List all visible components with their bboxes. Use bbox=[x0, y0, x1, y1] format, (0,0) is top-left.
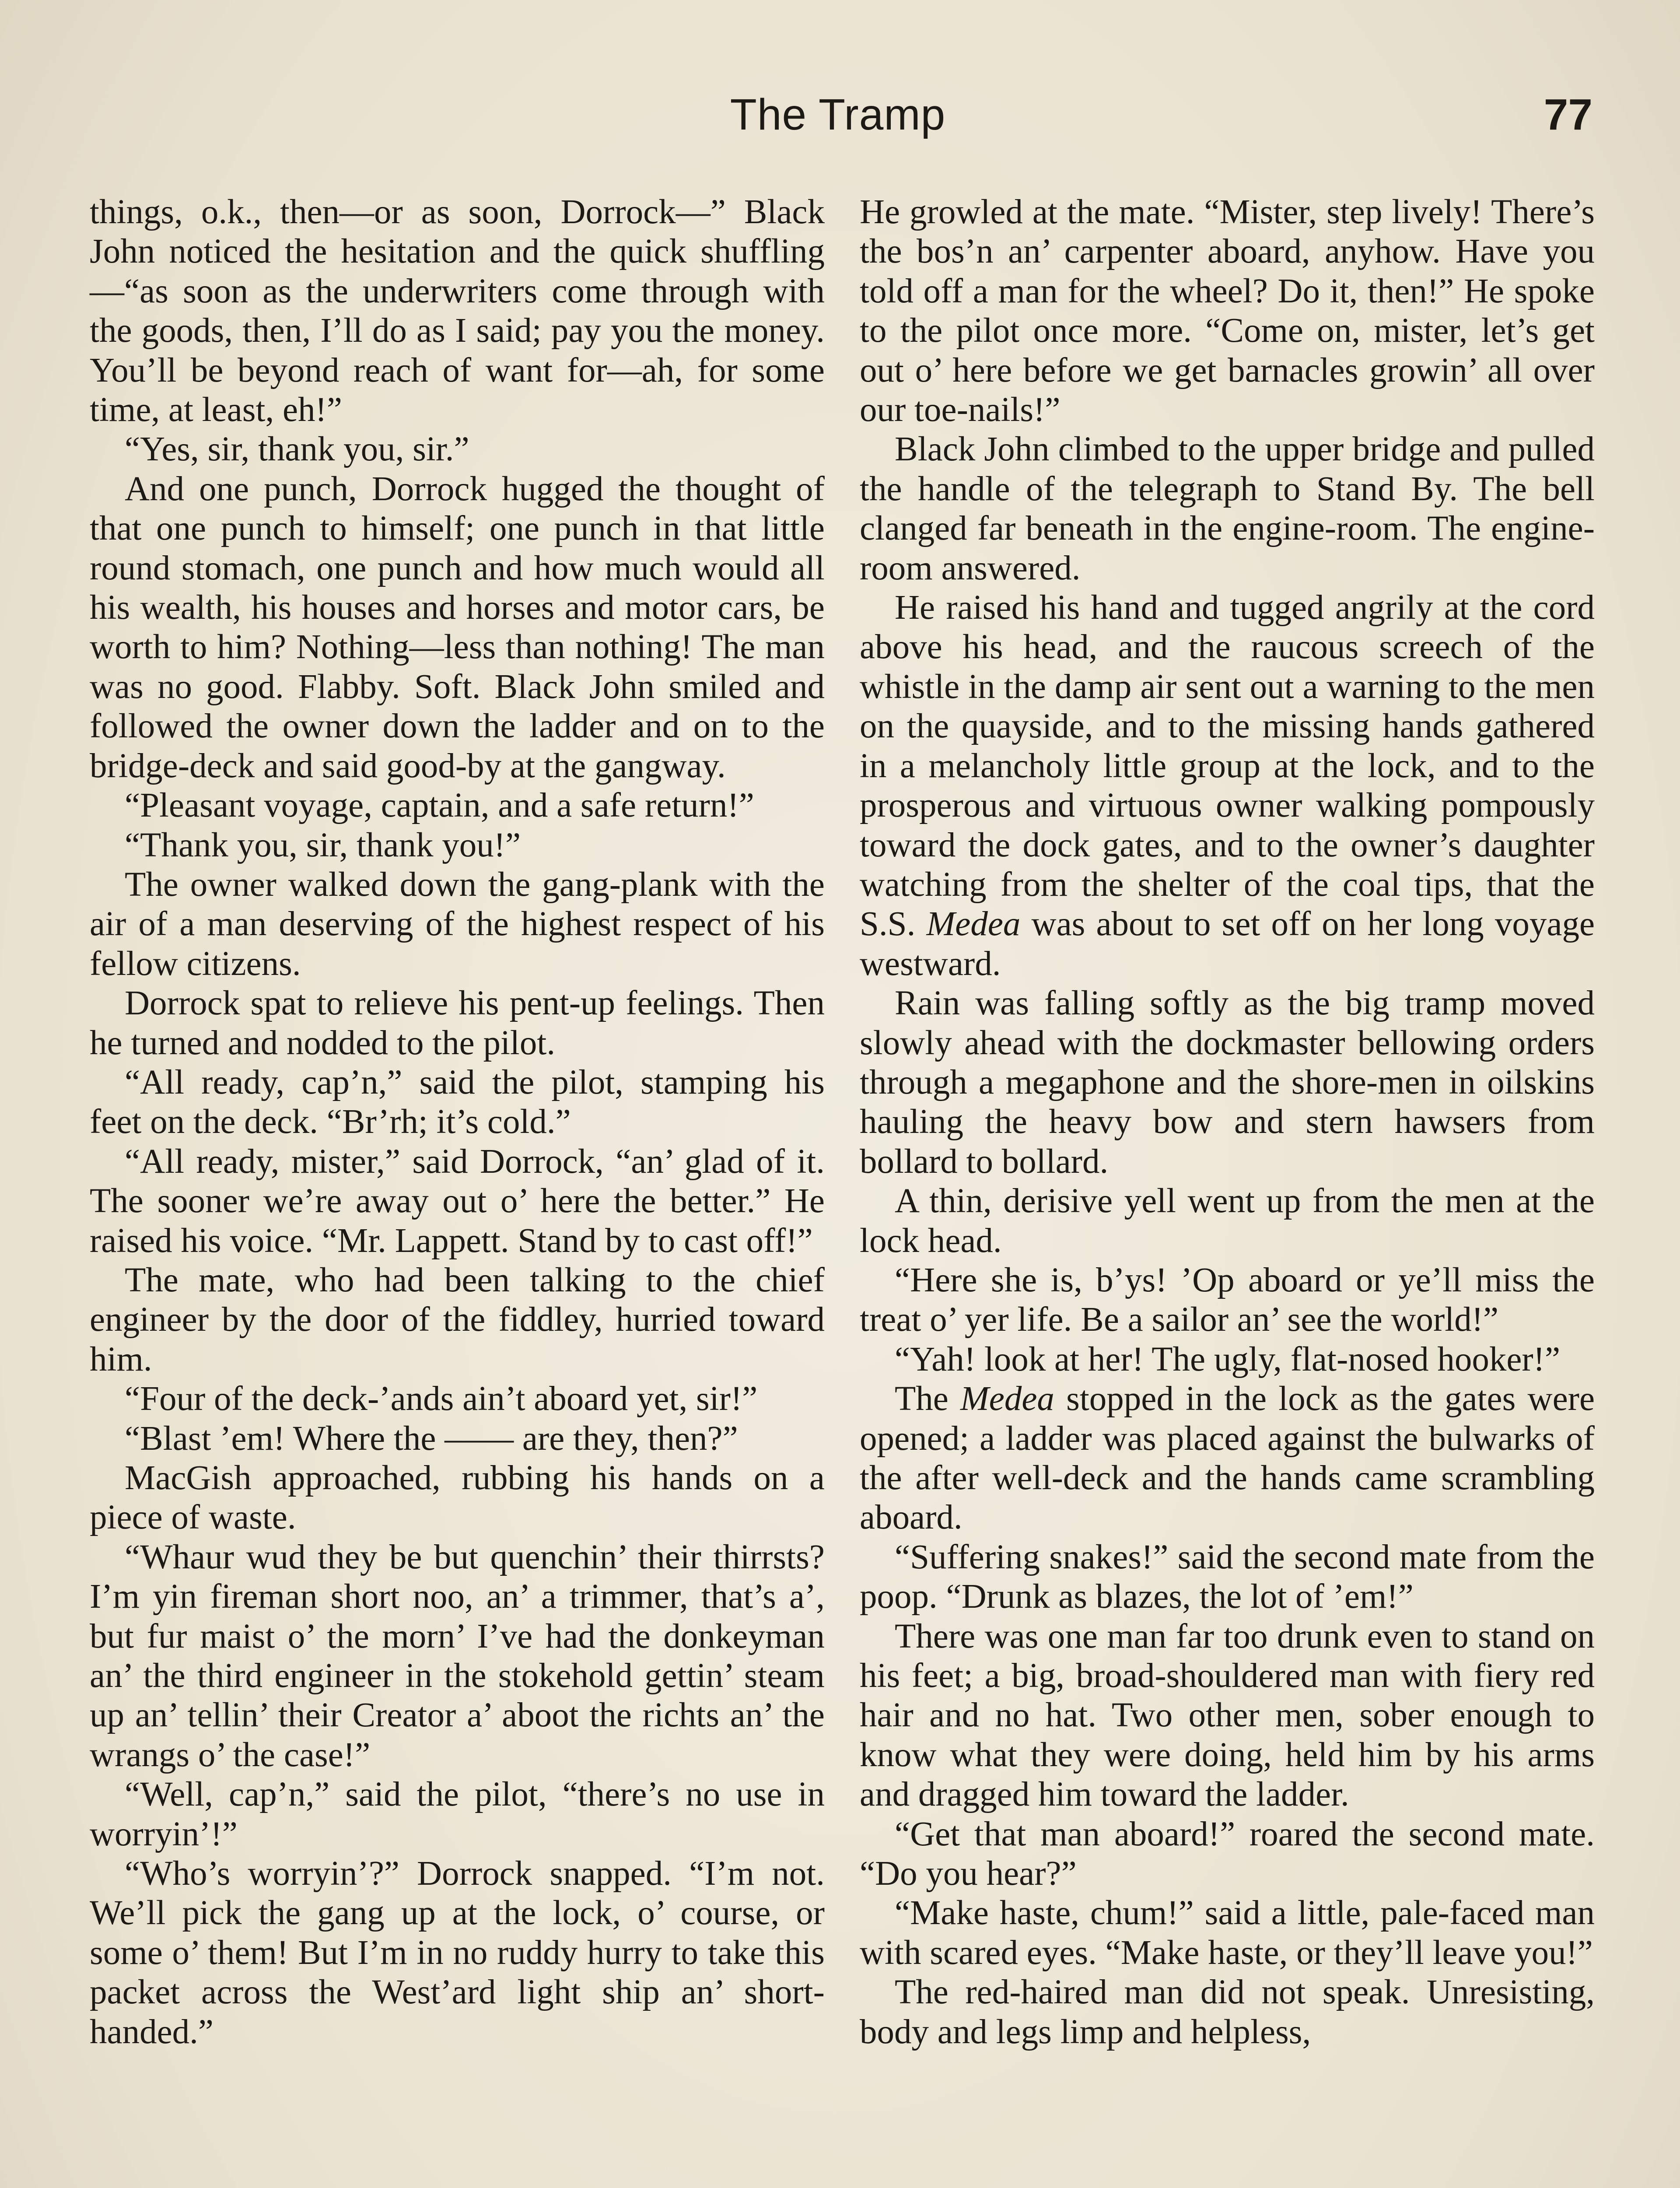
paragraph: The Medea stopped in the lock as the gates were opened; a ladder was placed against the bulwarks of the after well-deck and the hands came scrambling aboard. bbox=[860, 1380, 1595, 1537]
paragraph: “All ready, cap’n,” said the pilot, stamping his feet on the deck. “Br’rh; it’s cold.” bbox=[90, 1063, 825, 1141]
paragraph: “Get that man aboard!” roared the second mate. “Do you hear?” bbox=[860, 1815, 1595, 1893]
paragraph: “Make haste, chum!” said a little, pale-faced man with scared eyes. “Make haste, or they’ll leave you!” bbox=[860, 1894, 1595, 1972]
paragraph: Black John climbed to the upper bridge and pulled the handle of the telegraph to Stand By. The bell clanged far beneath in the engine-room. The engine-room answered. bbox=[860, 430, 1595, 587]
paragraph: The red-haired man did not speak. Unresisting, body and legs limp and helpless, bbox=[860, 1973, 1595, 2051]
paragraph: Dorrock spat to relieve his pent-up feelings. Then he turned and nodded to the pilot. bbox=[90, 984, 825, 1062]
paragraph: There was one man far too drunk even to stand on his feet; a big, broad-shouldered man with fiery red hair and no hat. Two other men, sober enough to know what they were doing, held him by his arms and dragged him toward the ladder. bbox=[860, 1617, 1595, 1814]
paragraph: “Blast ’em! Where the —— are they, then?” bbox=[125, 1419, 738, 1458]
text-column-right bbox=[860, 193, 1595, 2052]
paragraph: The owner walked down the gang-plank with the air of a man deserving of the highest respect of his fellow citizens. bbox=[90, 865, 825, 983]
paragraph: “Thank you, sir, thank you!” bbox=[125, 826, 521, 864]
paragraph: He growled at the mate. “Mister, step lively! There’s the bos’n an’ carpenter aboard, anyhow. Have you told off a man for the wheel? Do it, then!” He spoke to the pilot once more. “Come on, mister, let’s get out o’ here before we get barnacles growin’ all over our toe-nails!” bbox=[860, 193, 1595, 429]
paragraph: “Suffering snakes!” said the second mate from the poop. “Drunk as blazes, the lot of ’em!” bbox=[860, 1538, 1595, 1616]
page-title: The Tramp bbox=[730, 90, 946, 139]
paragraph: A thin, derisive yell went up from the men at the lock head. bbox=[860, 1182, 1595, 1260]
paragraph: He raised his hand and tugged angrily at the cord above his head, and the raucous screech of the whistle in the damp air sent out a warning to the men on the quayside, and to the missing hands gathered in a melancholy little group at the lock, and to the prosperous and virtuous owner walking pompously toward the dock gates, and to the owner’s daughter watching from the shelter of the coal tips, that the S.S. Medea was about to set off on her long voyage westward. bbox=[860, 589, 1595, 983]
ship-name: Medea bbox=[960, 1380, 1054, 1418]
paragraph: And one punch, Dorrock hugged the thought of that one punch to himself; one punch in that little round stomach, one punch and how much would all his wealth, his houses and horses and motor cars, be worth to him? Nothing—less than nothing! The man was no good. Flabby. Soft. Black John smiled and followed the owner down the ladder and on to the bridge-deck and said good-by at the gangway. bbox=[90, 470, 825, 785]
ship-name: Medea bbox=[926, 905, 1021, 943]
paragraph: things, o.k., then—or as soon, Dorrock—” Black John noticed the hesitation and the quick shuffling—“as soon as the underwriters come through with the goods, then, I’ll do as I said; pay you the money. You’ll be beyond reach of want for—ah, for some time, at least, eh!” bbox=[90, 193, 825, 429]
paragraph: “Here she is, b’ys! ’Op aboard or ye’ll miss the treat o’ yer life. Be a sailor an’ see the world!” bbox=[860, 1261, 1595, 1339]
running-head bbox=[83, 90, 1592, 155]
paragraph: “Yes, sir, thank you, sir.” bbox=[125, 430, 469, 469]
page-number: 77 bbox=[1544, 90, 1592, 139]
paragraph: “Who’s worryin’?” Dorrock snapped. “I’m not. We’ll pick the gang up at the lock, o’ course, or some o’ them! But I’m in no ruddy hurry to take this packet across the West’ard light ship an’ short-handed.” bbox=[90, 1855, 825, 2051]
paragraph: MacGish approached, rubbing his hands on a piece of waste. bbox=[90, 1459, 825, 1537]
paragraph: Rain was falling softly as the big tramp moved slowly ahead with the dockmaster bellowing orders through a megaphone and the shore-men in oilskins hauling the heavy bow and stern hawsers from bollard to bollard. bbox=[860, 984, 1595, 1181]
paragraph: “All ready, mister,” said Dorrock, “an’ glad of it. The sooner we’re away out o’ here the better.” He raised his voice. “Mr. Lappett. Stand by to cast off!” bbox=[90, 1142, 825, 1260]
paragraph: “Pleasant voyage, captain, and a safe return!” bbox=[125, 786, 754, 825]
paragraph: “Whaur wud they be but quenchin’ their thirrsts? I’m yin fireman short noo, an’ a trimmer, that’s a’, but fur maist o’ the morn’ I’ve had the donkeyman an’ the third engineer in the stokehold gettin’ steam up an’ tellin’ their Creator a’ aboot the richts an’ the wrangs o’ the case!” bbox=[90, 1538, 825, 1774]
paragraph: The mate, who had been talking to the chief engineer by the door of the fiddley, hurried toward him. bbox=[90, 1261, 825, 1378]
paragraph: “Well, cap’n,” said the pilot, “there’s no use in worryin’!” bbox=[90, 1775, 825, 1853]
paragraph: “Yah! look at her! The ugly, flat-nosed hooker!” bbox=[895, 1340, 1561, 1378]
text-column-left bbox=[90, 193, 825, 2052]
paragraph: “Four of the deck-’ands ain’t aboard yet, sir!” bbox=[125, 1380, 758, 1418]
